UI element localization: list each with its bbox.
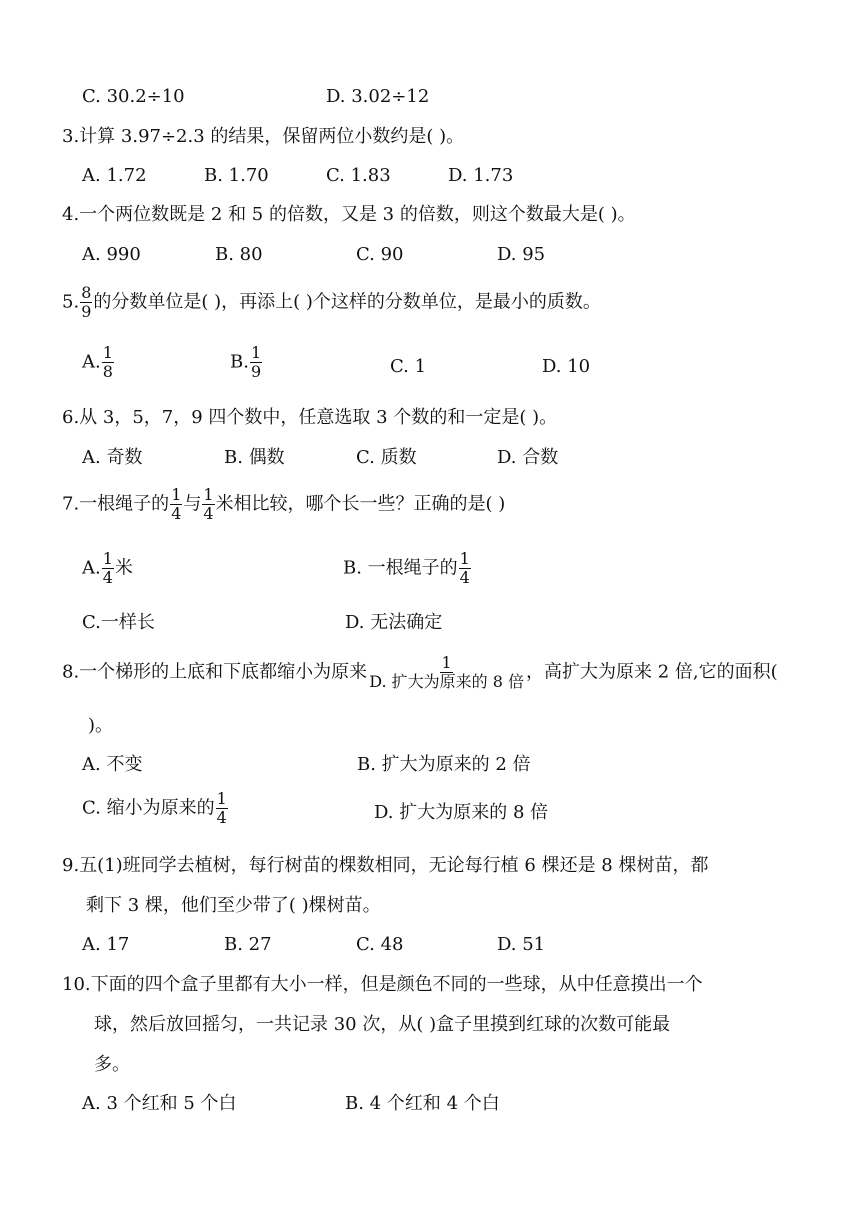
q4-option-a: A. 990 [82, 244, 141, 265]
q9-option-d: D. 51 [497, 934, 546, 955]
q8-stem: 8.一个梯形的上底和下底都缩小为原来 $\frac{1}{\text{D. 扩大为原来的 8 倍}}$ ，高扩大为原来 2 倍,它的面积( [62, 653, 778, 691]
q3-option-b: B. 1.70 [204, 165, 269, 186]
q7-option-a: A. $\frac{1}{4}$ 米 [82, 549, 133, 587]
q5-option-d: D. 10 [542, 356, 591, 377]
q4-option-b: B. 80 [215, 244, 263, 265]
q9-option-a: A. 17 [82, 934, 130, 955]
q9-option-b: B. 27 [224, 934, 272, 955]
q10-option-b: B. 4 个红和 4 个白 [345, 1093, 500, 1114]
q6-option-a: A. 奇数 [82, 447, 143, 468]
q5-option-a: A. $\frac{1}{8}$ [82, 343, 113, 381]
q6-option-c: C. 质数 [356, 447, 417, 468]
q9-option-c: C. 48 [356, 934, 404, 955]
q9-stem-line2: 剩下 3 棵，他们至少带了( )棵树苗。 [86, 895, 381, 916]
q10-stem-line2: 球，然后放回摇匀，一共记录 30 次，从( )盒子里摸到红球的次数可能最 [94, 1014, 671, 1035]
q3-option-c: C. 1.83 [326, 165, 391, 186]
q4-option-d: D. 95 [497, 244, 546, 265]
q10-stem-line1: 10.下面的四个盒子里都有大小一样，但是颜色不同的一些球，从中任意摸出一个 [62, 974, 703, 995]
q5-fraction: $\frac{8}{9}$ [81, 283, 92, 321]
q3-stem: 3.计算 3.97÷2.3 的结果，保留两位小数约是( )。 [62, 126, 465, 147]
q10-option-a: A. 3 个红和 5 个白 [82, 1093, 237, 1114]
q6-option-b: B. 偶数 [224, 447, 285, 468]
q7-stem: 7.一根绳子的 $\frac{1}{4}$ 与 $\frac{1}{4}$ 米相比较，哪个长一些？正确的是( ) [62, 485, 506, 523]
q3-option-a: A. 1.72 [82, 165, 147, 186]
q8-option-b: B. 扩大为原来的 2 倍 [357, 754, 531, 775]
q6-option-d: D. 合数 [497, 447, 559, 468]
q4-stem: 4.一个两位数既是 2 和 5 的倍数，又是 3 的倍数，则这个数最大是( )。 [62, 204, 636, 225]
q9-stem-line1: 9.五(1)班同学去植树，每行树苗的棵数相同，无论每行植 6 棵还是 8 棵树苗，都 [62, 855, 709, 876]
q2-option-d: D. 3.02÷12 [326, 86, 430, 107]
q8-stem-continued: )。 [88, 715, 114, 736]
q7-option-c: C.一样长 [82, 612, 155, 633]
q7-option-b: B. 一根绳子的 $\frac{1}{4}$ [343, 549, 470, 587]
q2-option-c: C. 30.2÷10 [82, 86, 185, 107]
q5-stem: 5. $\frac{8}{9}$ 的分数单位是( )，再添上( )个这样的分数单位，是最小的质数。 [62, 283, 601, 321]
q8-option-c: C. 缩小为原来的 $\frac{1}{4}$ [82, 789, 227, 827]
q8-option-d: D. 扩大为原来的 8 倍 [374, 802, 549, 823]
q7-option-d: D. 无法确定 [345, 612, 443, 633]
q3-option-d: D. 1.73 [448, 165, 514, 186]
q6-stem: 6.从 3，5，7，9 四个数中，任意选取 3 个数的和一定是( )。 [62, 407, 558, 428]
q5-option-b: B. $\frac{1}{9}$ [230, 343, 262, 381]
q8-option-a: A. 不变 [82, 754, 143, 775]
q5-option-c: C. 1 [390, 356, 427, 377]
q4-option-c: C. 90 [356, 244, 404, 265]
q10-stem-line3: 多。 [94, 1054, 130, 1075]
